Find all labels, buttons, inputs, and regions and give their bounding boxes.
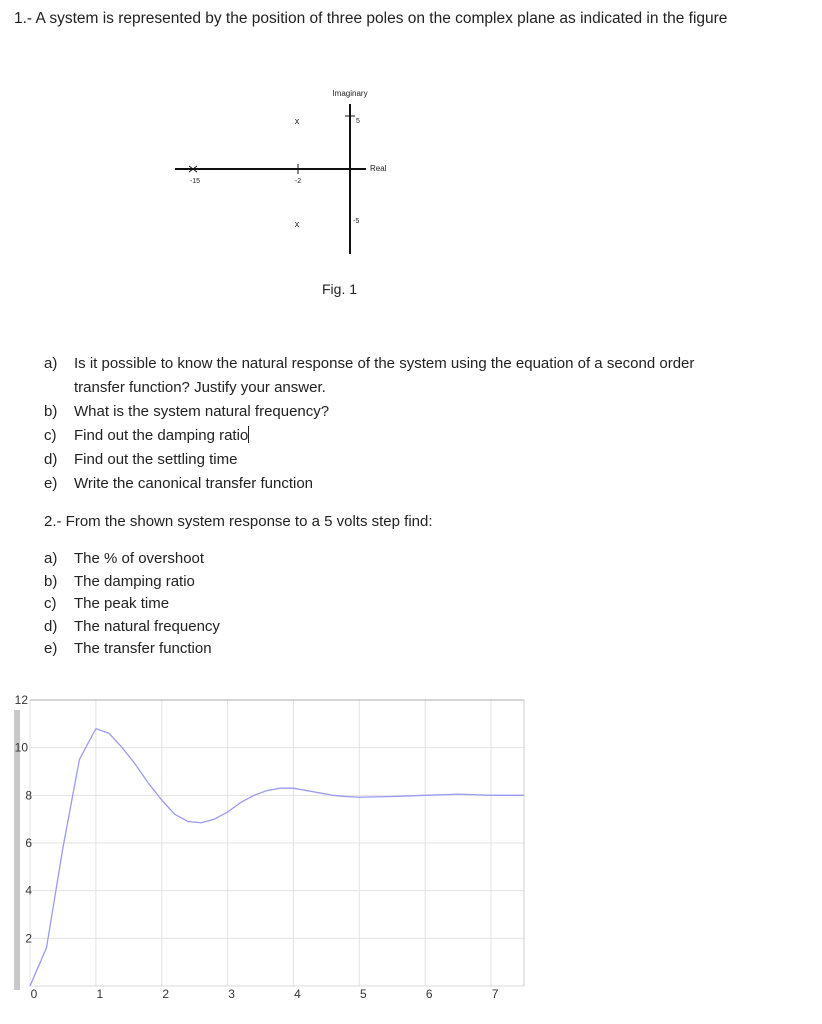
item-text: The transfer function [74,640,212,658]
list-item [44,593,220,616]
question-1-list [44,352,694,496]
list-item [44,548,220,571]
x-tick-label: 7 [491,987,499,1001]
item-text: The % of overshoot [74,550,205,567]
y-tick-label: 10 [14,740,28,755]
x-tick-label: 4 [294,987,301,1001]
list-item [44,616,220,639]
item-marker: a) [44,355,58,372]
question-2-title: 2.- From the shown system response to a 5 volts step find: [44,513,433,530]
item-text: transfer function? Justify your answer. [74,379,326,396]
y-tick-label: 6 [25,836,32,850]
item-marker: b) [44,403,58,420]
list-item [44,400,694,424]
x-tick-label: 1 [96,987,104,1001]
imaginary-label: Imaginary [332,89,368,98]
item-text: Find out the damping ratio [74,427,249,444]
tick-label-neg15: -15 [189,178,201,185]
tick-label-pos5: 5 [356,118,360,125]
item-marker: e) [44,475,58,492]
tick-label-neg5: -5 [353,218,360,225]
item-marker: d) [44,617,58,635]
item-marker: d) [44,451,58,468]
step-response-chart [0,690,540,1010]
item-marker: e) [44,640,58,658]
item-text: Write the canonical transfer function [74,475,314,492]
item-text: The natural frequency [74,617,220,635]
item-marker: c) [44,595,57,613]
y-tick-label: 12 [14,693,28,707]
list-item [44,472,694,496]
list-item [44,424,694,448]
x-tick-label: 2 [162,987,170,1001]
item-marker: c) [44,427,57,444]
x-tick-label: 6 [425,987,433,1001]
pole-lower: x [294,219,300,229]
x-tick-label: 5 [359,987,367,1001]
list-item [44,352,694,400]
item-text: Find out the settling time [74,451,238,468]
question-1-title: 1.- A system is represented by the position of three poles on the complex plane as indicated in the figure [14,10,728,27]
question-2-list [44,548,220,661]
item-text: The peak time [74,595,170,613]
item-marker: a) [44,550,58,567]
series-line [30,729,524,986]
pole-zero-figure [0,0,822,330]
real-label: Real [370,164,387,173]
item-text: Is it possible to know the natural response of the system using the equation of a second order [74,355,695,372]
list-item [44,571,220,594]
figure-caption: Fig. 1 [322,281,358,297]
y-tick-label: 4 [25,883,32,898]
pole-upper: x [294,116,300,126]
y-tick-label: 8 [25,788,32,803]
item-text: The damping ratio [74,572,195,590]
item-marker: b) [44,572,58,590]
tick-label-neg2: -2 [294,178,302,185]
list-item [44,448,694,472]
item-text: What is the system natural frequency? [74,403,330,420]
list-item [44,638,220,661]
x-tick-label: 3 [228,987,235,1001]
text-cursor [248,426,249,443]
x-tick-label: 0 [30,987,38,1001]
y-tick-label: 2 [25,931,32,946]
